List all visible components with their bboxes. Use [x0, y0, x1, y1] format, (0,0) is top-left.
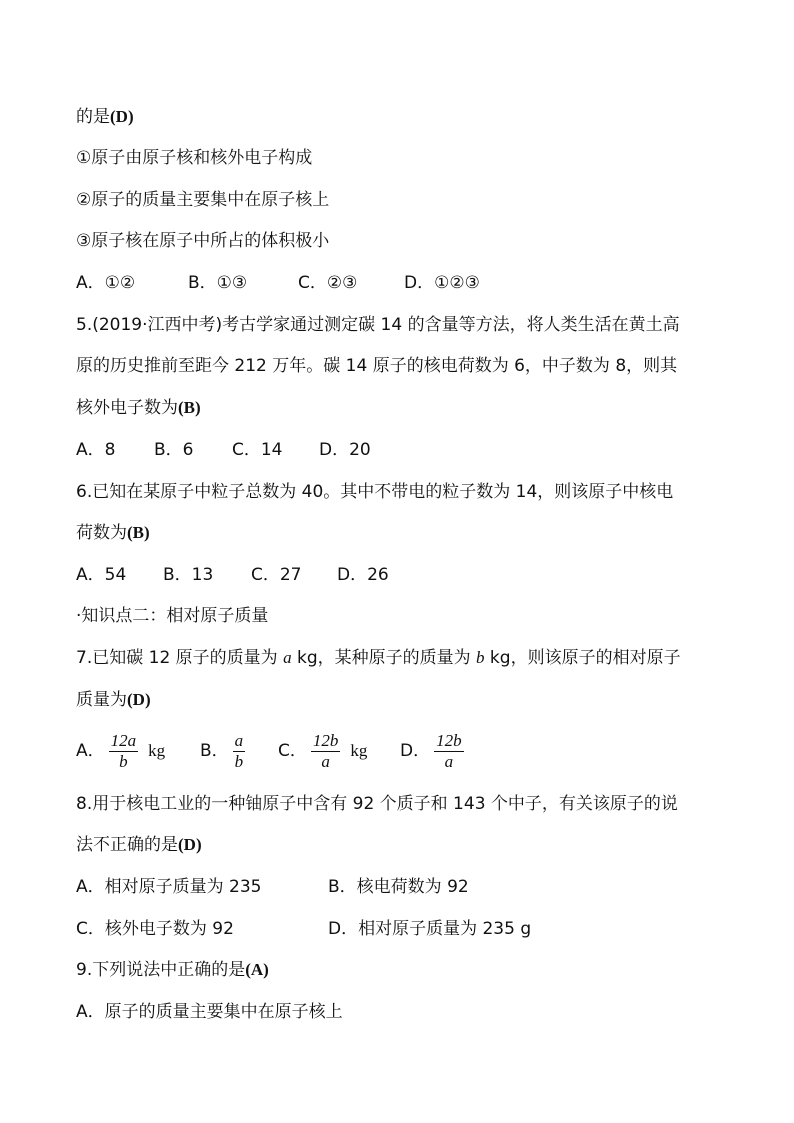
text: kg，某种原子的质量为	[291, 648, 477, 668]
question-7-options	[76, 728, 734, 774]
unit: kg	[350, 741, 368, 760]
option-a: A．8	[76, 440, 116, 460]
question-8-line-2	[76, 832, 734, 858]
question-5-line-2: 原的历史推前至距今 212 万年。碳 14 原子的核电荷数为 6，中子数为 8，则其	[76, 356, 678, 376]
question-6-line-1: 6.已知在某原子中粒子总数为 40。其中不带电的粒子数为 14，则该原子中核电	[76, 482, 674, 502]
statement-2: ②原子的质量主要集中在原子核上	[76, 190, 330, 210]
option-a: A．①②	[76, 273, 136, 293]
question-9-option-a: A．原子的质量主要集中在原子核上	[76, 1002, 343, 1022]
option-b: B．6	[154, 440, 194, 460]
text: 核外电子数为	[76, 398, 178, 418]
answer: (B)	[127, 523, 150, 542]
denominator: a	[444, 751, 454, 771]
answer: (D)	[127, 690, 151, 709]
variable-b: b	[476, 648, 485, 667]
answer: (D)	[178, 835, 202, 854]
question-6-line-2	[76, 520, 734, 546]
question-4-options	[76, 270, 734, 296]
question-7-line-2	[76, 687, 734, 713]
numerator: 12b	[436, 730, 462, 750]
option-a: A．54	[76, 565, 127, 585]
text: 荷数为	[76, 523, 127, 543]
fraction	[233, 731, 246, 772]
question-8-options-row-1	[76, 874, 734, 900]
denominator: b	[234, 751, 244, 771]
option-label: C．	[278, 741, 307, 761]
option-b: B．核电荷数为 92	[328, 877, 469, 897]
text: 7.已知碳 12 原子的质量为	[76, 648, 284, 668]
option-c: C．14	[232, 440, 283, 460]
option-d: D．①②③	[404, 273, 480, 293]
question-8-options-row-2	[76, 916, 734, 942]
variable-a: a	[283, 648, 292, 667]
question-7-line-1	[76, 645, 734, 671]
unit: kg	[148, 741, 166, 760]
option-a	[76, 728, 200, 774]
statement-3: ③原子核在原子中所占的体积极小	[76, 231, 330, 251]
fraction	[434, 731, 464, 772]
option-c: C．27	[251, 565, 302, 585]
text: 9.下列说法中正确的是	[76, 960, 246, 980]
option-d	[400, 728, 468, 774]
option-a: A．相对原子质量为 235	[76, 877, 262, 897]
option-d: D．20	[319, 440, 371, 460]
question-6-options	[76, 562, 734, 588]
answer: (B)	[178, 398, 201, 417]
denominator: a	[321, 751, 330, 771]
statement-1: ①原子由原子核和核外电子构成	[76, 148, 313, 168]
option-b: B．①③	[188, 273, 248, 293]
numerator: a	[234, 730, 244, 750]
option-d: D．26	[337, 565, 389, 585]
option-c	[278, 728, 400, 774]
option-label: B．	[200, 741, 229, 761]
knowledge-point-2-heading: ·知识点二：相对原子质量	[76, 606, 269, 626]
text: kg，则该原子的相对原子	[484, 648, 681, 668]
question-5-options	[76, 437, 734, 463]
text: 法不正确的是	[76, 835, 178, 855]
question-8-line-1: 8.用于核电工业的一种铀原子中含有 92 个质子和 143 个中子，有关该原子的说	[76, 794, 678, 814]
option-label: D．	[400, 741, 431, 761]
question-5-line-1: 5.(2019·江西中考)考古学家通过测定碳 14 的含量等方法，将人类生活在黄土高	[76, 315, 680, 335]
denominator: b	[119, 751, 128, 771]
numerator: 12a	[110, 730, 137, 750]
fraction	[311, 731, 341, 772]
option-c: C．核外电子数为 92	[76, 919, 234, 939]
text: 质量为	[76, 690, 127, 710]
option-b: B．13	[163, 565, 214, 585]
option-d: D．相对原子质量为 235 g	[328, 919, 532, 939]
answer: (A)	[245, 960, 269, 979]
question-5-line-3	[76, 395, 734, 421]
text: 的是	[76, 107, 110, 127]
option-b	[200, 728, 278, 774]
answer: (D)	[110, 107, 134, 126]
question-9-stem	[76, 957, 734, 983]
question-4-stem-end	[76, 104, 734, 130]
option-c: C．②③	[298, 273, 358, 293]
numerator: 12b	[312, 730, 339, 750]
fraction	[109, 731, 139, 772]
option-label: A．	[76, 741, 105, 761]
